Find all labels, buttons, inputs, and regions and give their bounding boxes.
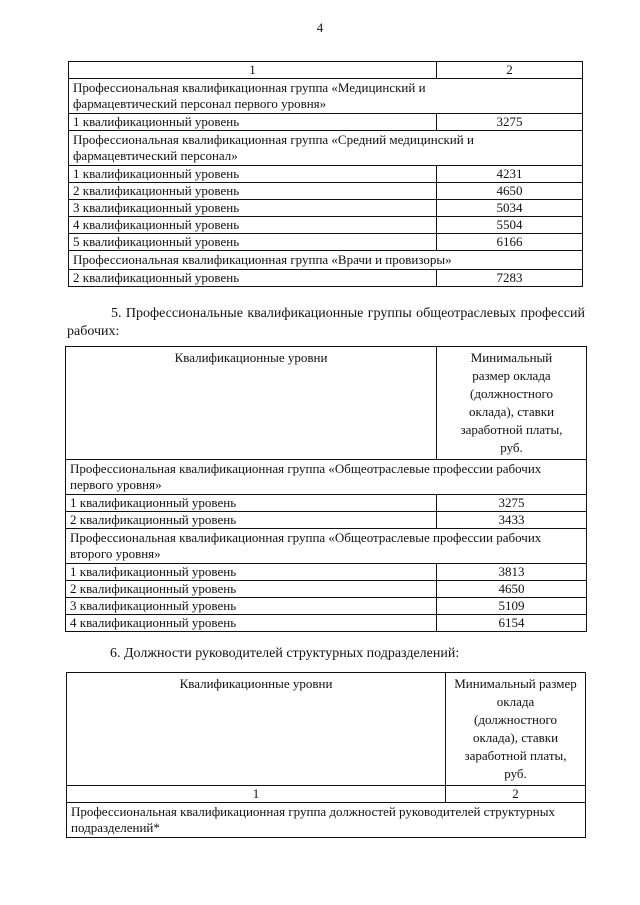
table-row: [66, 512, 587, 529]
group-title: Профессиональная квалификационная группа «Общеотраслевые профессии рабочих второго уровня»: [66, 529, 587, 564]
group-row: [66, 460, 587, 495]
section-6-heading: 6. Должности руководителей структурных подразделений:: [110, 646, 460, 661]
salary-cell: 3813: [437, 564, 587, 581]
group-row: [69, 79, 583, 114]
table-row: [66, 615, 587, 632]
salary-cell: 6166: [437, 234, 583, 251]
level-cell: 4 квалификационный уровень: [66, 615, 437, 632]
header-min-salary: Минимальный размер оклада (должностного оклада), ставки заработной платы, руб.: [446, 673, 586, 786]
column-number-row: [67, 786, 586, 803]
salary-cell: 5034: [437, 200, 583, 217]
table-row: [69, 166, 583, 183]
salary-table-managers: [66, 672, 586, 838]
salary-table-workers: [65, 346, 587, 632]
column-number-1: 1: [69, 62, 437, 79]
table-header-row: [66, 347, 587, 460]
level-cell: 1 квалификационный уровень: [69, 166, 437, 183]
column-number-2: 2: [437, 62, 583, 79]
level-cell: 1 квалификационный уровень: [69, 114, 437, 131]
level-cell: 2 квалификационный уровень: [66, 581, 437, 598]
salary-cell: 7283: [437, 270, 583, 287]
table-row: [66, 564, 587, 581]
page-number: 4: [316, 20, 324, 35]
header-min-salary: Минимальный размер оклада (должностного оклада), ставки заработной платы, руб.: [437, 347, 587, 460]
group-title: Профессиональная квалификационная группа должностей руководителей структурных подразделений*: [67, 803, 586, 838]
column-number-2: 2: [446, 786, 586, 803]
section-5-heading: 5. Профессиональные квалификационные группы общеотраслевых профессий рабочих:: [67, 306, 585, 339]
salary-cell: 3275: [437, 114, 583, 131]
column-number-1: 1: [67, 786, 446, 803]
group-row: [67, 803, 586, 838]
column-number-row: [69, 62, 583, 79]
group-row: [66, 529, 587, 564]
level-cell: 2 квалификационный уровень: [69, 183, 437, 200]
group-title: Профессиональная квалификационная группа «Средний медицинский и фармацевтический персонал»: [69, 131, 583, 166]
table-row: [69, 270, 583, 287]
salary-cell: 5504: [437, 217, 583, 234]
group-title: Профессиональная квалификационная группа «Общеотраслевые профессии рабочих первого уровня»: [66, 460, 587, 495]
table-row: [69, 200, 583, 217]
salary-cell: 3275: [437, 495, 587, 512]
header-qualification-levels: Квалификационные уровни: [67, 673, 446, 786]
level-cell: 2 квалификационный уровень: [66, 512, 437, 529]
level-cell: 1 квалификационный уровень: [66, 495, 437, 512]
level-cell: 5 квалификационный уровень: [69, 234, 437, 251]
salary-cell: 5109: [437, 598, 587, 615]
salary-table-medical: [68, 61, 583, 287]
level-cell: 3 квалификационный уровень: [69, 200, 437, 217]
level-cell: 1 квалификационный уровень: [66, 564, 437, 581]
table-row: [69, 183, 583, 200]
level-cell: 2 квалификационный уровень: [69, 270, 437, 287]
table-row: [69, 114, 583, 131]
level-cell: 4 квалификационный уровень: [69, 217, 437, 234]
table-row: [66, 495, 587, 512]
header-qualification-levels: Квалификационные уровни: [66, 347, 437, 460]
salary-cell: 4231: [437, 166, 583, 183]
salary-cell: 3433: [437, 512, 587, 529]
level-cell: 3 квалификационный уровень: [66, 598, 437, 615]
salary-cell: 6154: [437, 615, 587, 632]
table-row: [66, 598, 587, 615]
table-row: [69, 234, 583, 251]
group-title: Профессиональная квалификационная группа «Врачи и провизоры»: [69, 251, 583, 270]
table-row: [69, 217, 583, 234]
table-header-row: [67, 673, 586, 786]
group-row: [69, 251, 583, 270]
salary-cell: 4650: [437, 581, 587, 598]
group-row: [69, 131, 583, 166]
group-title: Профессиональная квалификационная группа «Медицинский и фармацевтический персонал первого уровня»: [69, 79, 583, 114]
table-row: [66, 581, 587, 598]
salary-cell: 4650: [437, 183, 583, 200]
